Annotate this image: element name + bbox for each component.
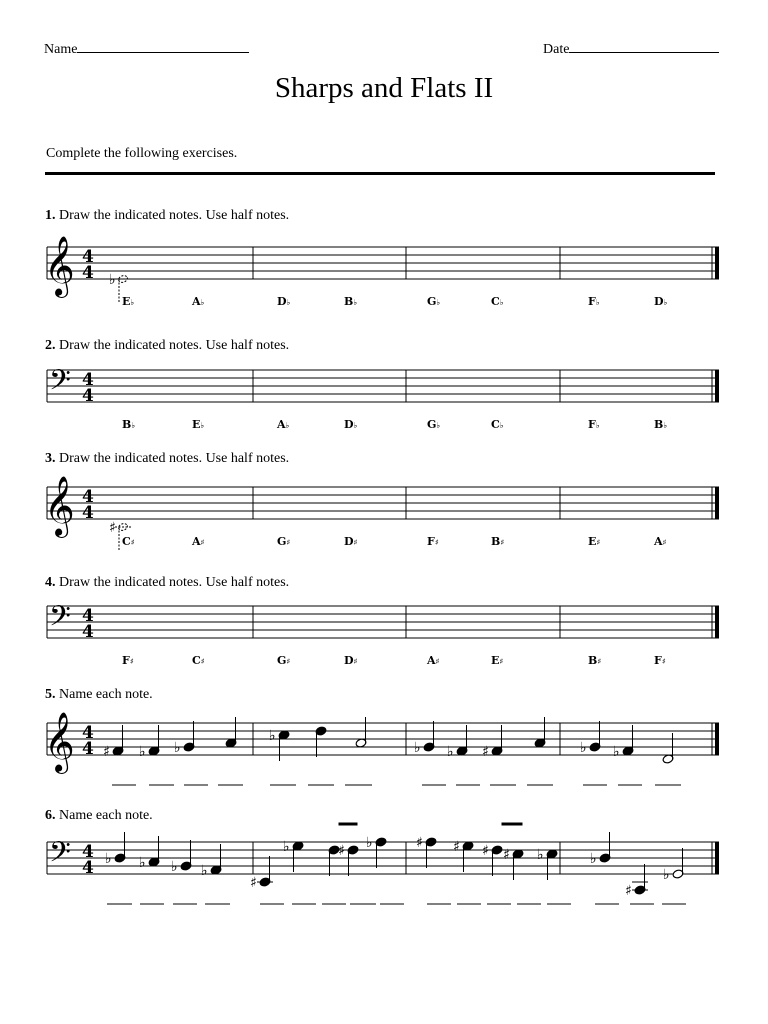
accidental: ♯ [103, 744, 110, 760]
note-label: C♯ [192, 654, 205, 667]
time-signature-top: 4 [82, 247, 94, 267]
exercise-text: Draw the indicated notes. Use half notes. [55, 208, 290, 223]
accidental: ♯ [625, 883, 632, 899]
note-label: A♭ [277, 418, 290, 431]
accidental: ♭ [537, 847, 544, 863]
note-label: E♯ [491, 654, 504, 667]
time-signature-top: 4 [82, 723, 94, 743]
note-label: B♭ [122, 418, 136, 431]
exercise-number: 5. [45, 687, 56, 702]
bass-clef-icon: 𝄢 [49, 600, 71, 640]
bass-clef-icon: 𝄢 [49, 364, 71, 404]
accidental: ♯ [503, 847, 510, 863]
note-label: F♭ [588, 295, 600, 308]
note-label: C♭ [491, 295, 504, 308]
staff-6 [47, 842, 719, 874]
final-barline-thick [715, 723, 719, 755]
time-signature-top: 4 [82, 842, 94, 862]
note-label: C♯ [122, 535, 135, 548]
accidental: ♯ [453, 839, 460, 855]
note-label: A♯ [192, 535, 205, 548]
accidental: ♭ [269, 728, 276, 744]
final-barline-thick [715, 487, 719, 519]
note-label: E♭ [122, 295, 135, 308]
note-label: F♯ [427, 535, 439, 548]
exercise-number: 6. [45, 808, 56, 823]
note-label: F♯ [122, 654, 134, 667]
accidental: ♭ [366, 835, 373, 851]
accidental: ♭ [201, 863, 208, 879]
time-signature-bottom: 4 [82, 622, 94, 642]
note-label: F♭ [588, 418, 600, 431]
accidental: ♯ [416, 835, 423, 851]
exercise-number: 4. [45, 575, 56, 590]
accidental: ♯ [338, 843, 345, 859]
accidental: ♭ [139, 855, 146, 871]
exercise-text: Draw the indicated notes. Use half notes. [55, 338, 290, 353]
accidental: ♭ [663, 867, 670, 883]
accidental: ♭ [174, 740, 181, 756]
accidental: ♭ [447, 744, 454, 760]
final-barline-thick [715, 606, 719, 638]
instructions: Complete the following exercises. [46, 146, 238, 161]
time-signature-bottom: 4 [82, 739, 94, 759]
note-label: B♭ [654, 418, 668, 431]
accidental: ♯ [482, 744, 489, 760]
note-label: A♭ [192, 295, 205, 308]
treble-clef-icon: 𝄞 [44, 476, 75, 536]
time-signature-bottom: 4 [82, 858, 94, 878]
note-label: B♯ [588, 654, 602, 667]
note-label: D♭ [654, 295, 668, 308]
example-accidental: ♭ [109, 272, 116, 288]
note-label: E♯ [588, 535, 601, 548]
final-barline-thick [715, 370, 719, 402]
exercise-number: 3. [45, 451, 56, 466]
exercise-number: 2. [45, 338, 56, 353]
time-signature-bottom: 4 [82, 503, 94, 523]
final-barline-thick [715, 247, 719, 279]
note-label: D♭ [277, 295, 291, 308]
accidental: ♭ [283, 839, 290, 855]
accidental: ♭ [590, 851, 597, 867]
note-label: B♯ [491, 535, 505, 548]
note-label: F♯ [654, 654, 666, 667]
accidental: ♭ [580, 740, 587, 756]
exercise-text: Name each note. [55, 808, 153, 823]
accidental: ♭ [105, 851, 112, 867]
note-label: D♯ [344, 535, 358, 548]
final-barline-thick [715, 842, 719, 874]
staff-2 [47, 370, 719, 402]
treble-clef-icon: 𝄞 [44, 712, 75, 772]
time-signature-top: 4 [82, 606, 94, 626]
bass-clef-icon: 𝄢 [49, 836, 71, 876]
example-accidental: ♯ [109, 520, 116, 536]
note-label: E♭ [192, 418, 205, 431]
time-signature-bottom: 4 [82, 386, 94, 406]
accidental: ♭ [171, 859, 178, 875]
time-signature-top: 4 [82, 487, 94, 507]
note-label: G♭ [427, 418, 441, 431]
accidental: ♭ [613, 744, 620, 760]
note-label: G♭ [427, 295, 441, 308]
accidental: ♭ [139, 744, 146, 760]
date-label: Date [543, 42, 570, 57]
exercise-text: Name each note. [55, 687, 153, 702]
name-label: Name [44, 42, 78, 57]
exercise-number: 1. [45, 208, 56, 223]
note-label: D♭ [344, 418, 358, 431]
note-label: G♯ [277, 654, 291, 667]
note-label: C♭ [491, 418, 504, 431]
note-label: G♯ [277, 535, 291, 548]
note-label: B♭ [344, 295, 358, 308]
exercise-text: Draw the indicated notes. Use half notes. [55, 575, 290, 590]
staff-1 [47, 247, 719, 279]
accidental: ♯ [482, 843, 489, 859]
note-label: D♯ [344, 654, 358, 667]
staff-3 [47, 487, 719, 519]
time-signature-top: 4 [82, 370, 94, 390]
exercise-text: Draw the indicated notes. Use half notes. [55, 451, 290, 466]
accidental: ♭ [414, 740, 421, 756]
time-signature-bottom: 4 [82, 263, 94, 283]
note-label: A♯ [427, 654, 440, 667]
note-label: A♯ [654, 535, 667, 548]
page-title: Sharps and Flats II [274, 72, 494, 104]
treble-clef-icon: 𝄞 [44, 236, 75, 296]
accidental: ♯ [250, 875, 257, 891]
staff-4 [47, 606, 719, 638]
